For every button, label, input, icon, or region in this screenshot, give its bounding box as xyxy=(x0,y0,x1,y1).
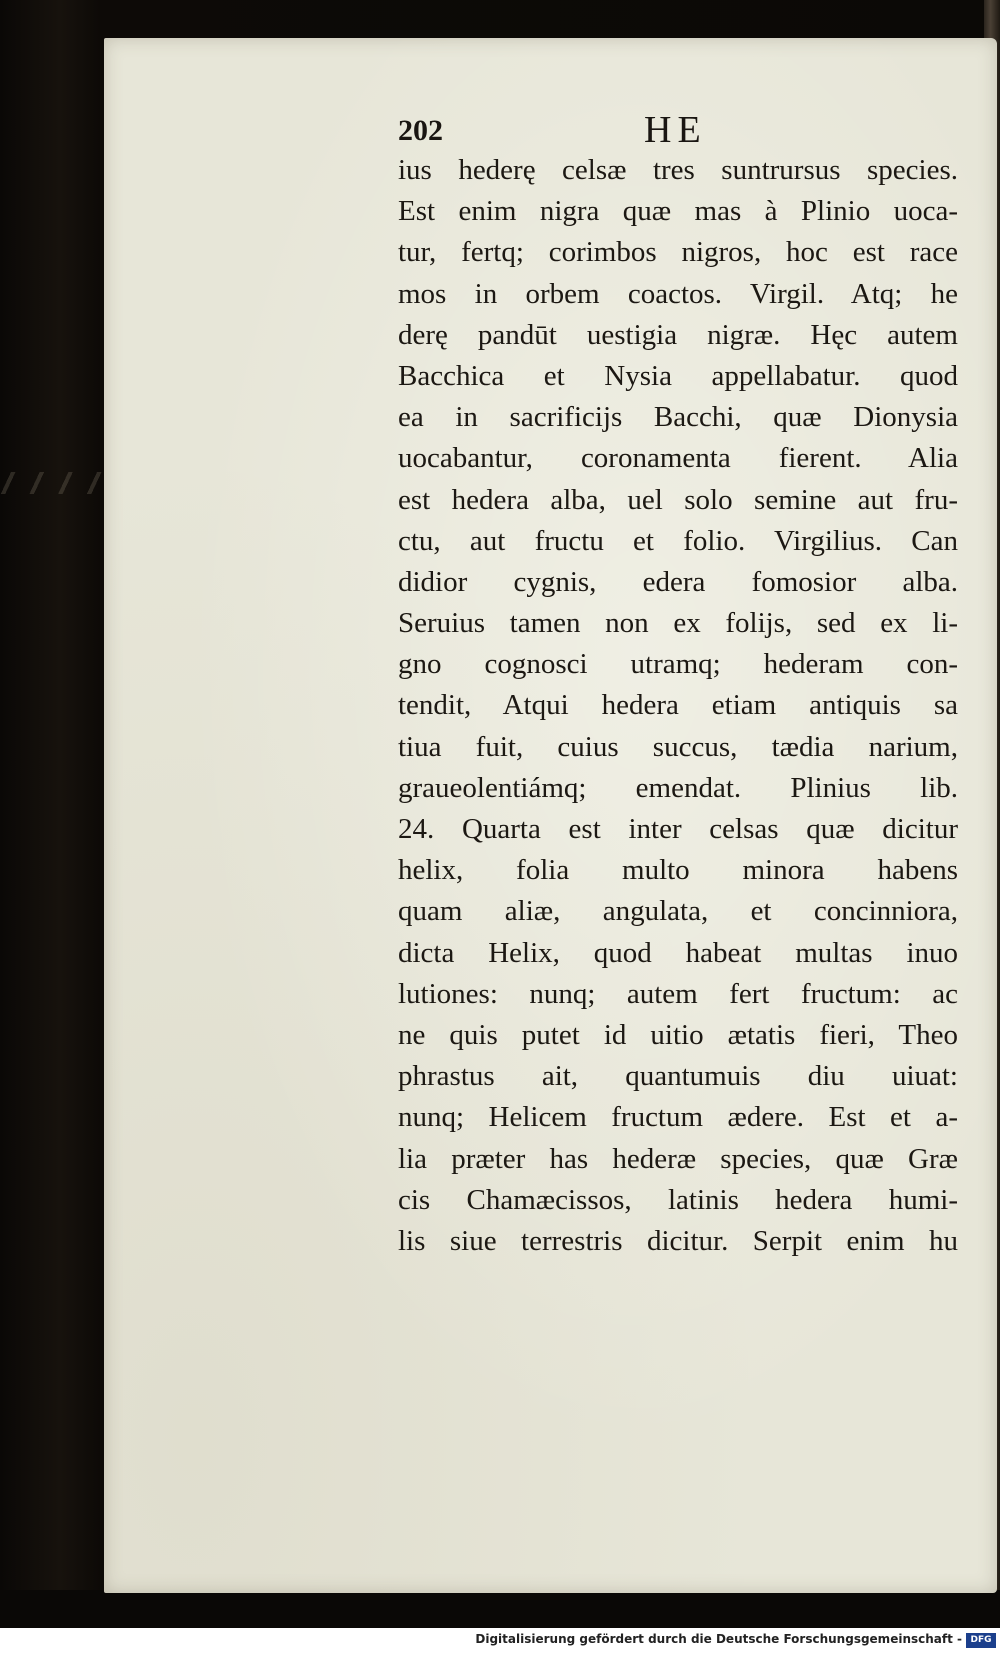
page-number: 202 xyxy=(398,114,443,147)
text-line: est hedera alba, uel solo semine aut fru- xyxy=(398,483,958,516)
text-line: quam aliæ, angulata, et concinniora, xyxy=(398,895,958,928)
text-line: graueolentiámq; emendat. Plinius lib. xyxy=(398,771,958,804)
text-line: helix, folia multo minora habens xyxy=(398,854,958,887)
text-line: 24. Quarta est inter celsas quæ dicitur xyxy=(398,813,958,845)
binding-mark xyxy=(0,472,110,494)
text-line: tur, fertq; corimbos nigros, hoc est race xyxy=(398,236,958,269)
text-line: lutiones: nunq; autem fert fructum: ac xyxy=(398,977,958,1010)
text-line: cis Chamæcissos, latinis hedera humi- xyxy=(398,1183,958,1216)
text-line: Est enim nigra quæ mas à Plinio uoca- xyxy=(398,195,958,228)
digitization-credit: Digitalisierung gefördert durch die Deutsche Forschungsgemeinschaft - xyxy=(475,1632,962,1646)
text-line: tiua fuit, cuius succus, tædia narium, xyxy=(398,730,958,763)
text-line: nunq; Helicem fructum ædere. Est et a- xyxy=(398,1101,958,1134)
book-cover-bottom xyxy=(0,1590,1000,1628)
text-line: phrastus ait, quantumuis diu uiuat: xyxy=(398,1060,958,1093)
text-line: lis siue terrestris dicitur. Serpit enim hu xyxy=(398,1224,958,1257)
text-line: lia præter has hederæ species, quæ Græ xyxy=(398,1142,958,1175)
text-line: Seruius tamen non ex folijs, sed ex li- xyxy=(398,607,958,640)
text-line: gno cognosci utramq; hederam con- xyxy=(398,648,958,681)
text-line: ius hederę celsæ tres suntrursus species. xyxy=(398,154,958,186)
text-line: dicta Helix, quod habeat multas inuo xyxy=(398,936,958,969)
text-line: didior cygnis, edera fomosior alba. xyxy=(398,565,958,598)
page-header xyxy=(398,108,958,154)
text-line: ne quis putet id uitio ætatis fieri, Theo xyxy=(398,1018,958,1051)
text-line: Bacchica et Nysia appellabatur. quod xyxy=(398,359,958,392)
running-head: HE xyxy=(644,109,707,151)
text-line: ctu, aut fructu et folio. Virgilius. Can xyxy=(398,524,958,557)
text-line: mos in orbem coactos. Virgil. Atq; he xyxy=(398,277,958,310)
text-line: uocabantur, coronamenta fierent. Alia xyxy=(398,442,958,475)
text-line: tendit, Atqui hedera etiam antiquis sa xyxy=(398,689,958,722)
text-block xyxy=(398,150,958,1262)
text-line: ea in sacrificijs Bacchi, quæ Dionysia xyxy=(398,401,958,434)
text-line: derę pandūt uestigia nigræ. Hęc autem xyxy=(398,318,958,351)
dfg-logo: DFG xyxy=(966,1633,996,1648)
digitization-credit-bar xyxy=(0,1628,1000,1653)
